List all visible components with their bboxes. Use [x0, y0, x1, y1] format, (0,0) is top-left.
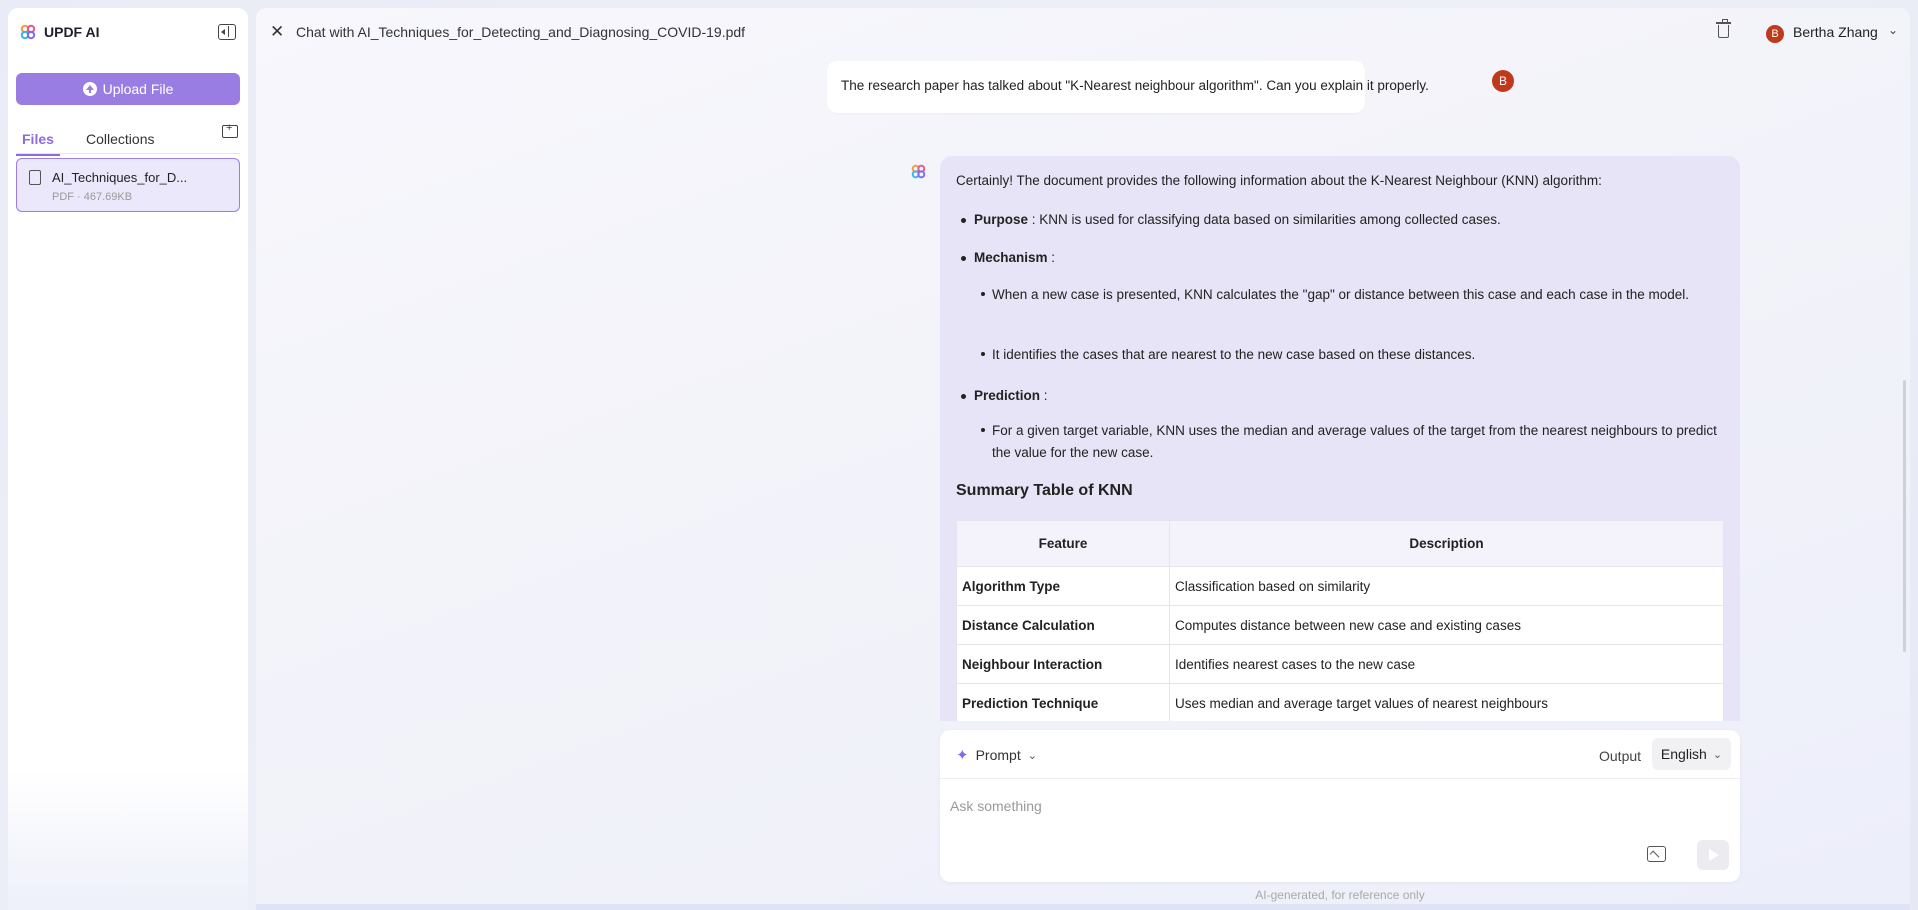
- bullet-mechanism: [974, 250, 1055, 265]
- close-icon[interactable]: ✕: [270, 22, 285, 41]
- bottom-bar: [256, 904, 1910, 910]
- new-folder-icon[interactable]: [222, 125, 238, 138]
- table-row: [957, 645, 1724, 684]
- user-name[interactable]: Bertha Zhang: [1793, 24, 1878, 40]
- ai-message: [940, 156, 1740, 721]
- prompt-button[interactable]: [956, 746, 1037, 764]
- chevron-down-icon: ⌄: [1712, 748, 1723, 761]
- file-meta: PDF · 467.69KB: [52, 191, 133, 203]
- prediction-item: For a given target variable, KNN uses the median and average values of the target from the nearest neighbours to predict the value for the new case.: [992, 420, 1722, 464]
- collapse-sidebar-icon[interactable]: [218, 24, 236, 40]
- table-cell: Uses median and average target values of nearest neighbours: [1170, 684, 1724, 722]
- table-cell: Algorithm Type: [957, 567, 1170, 606]
- table-cell: Distance Calculation: [957, 606, 1170, 645]
- mechanism-item: When a new case is presented, KNN calculates the "gap" or distance between this case and each case in the model.: [992, 284, 1722, 306]
- table-row: [957, 684, 1724, 722]
- mechanism-suffix: :: [1047, 250, 1056, 265]
- scrollbar[interactable]: [1903, 380, 1906, 652]
- prompt-label: Prompt: [975, 747, 1021, 763]
- output-label: Output: [1599, 748, 1642, 764]
- ai-logo-icon: [911, 164, 926, 179]
- mechanism-label: Mechanism: [974, 250, 1048, 265]
- table-header: Description: [1170, 521, 1724, 567]
- document-icon: [29, 170, 41, 185]
- table-cell: Computes distance between new case and existing cases: [1170, 606, 1724, 645]
- disclaimer: AI-generated, for reference only: [1255, 888, 1425, 902]
- language-value: English: [1660, 746, 1707, 762]
- input-divider: [940, 778, 1740, 779]
- brand: [20, 24, 99, 40]
- table-cell: Prediction Technique: [957, 684, 1170, 722]
- avatar[interactable]: B: [1766, 25, 1784, 43]
- chevron-down-icon[interactable]: ⌄: [1888, 23, 1899, 37]
- summary-table: [956, 520, 1724, 721]
- tab-collections[interactable]: Collections: [86, 131, 155, 147]
- ask-input[interactable]: [950, 792, 1610, 820]
- language-select[interactable]: [1652, 738, 1731, 770]
- file-item[interactable]: [16, 158, 240, 212]
- brand-name: UPDF AI: [44, 24, 100, 40]
- table-row: [957, 606, 1724, 645]
- bullet-prediction: [974, 388, 1048, 403]
- file-name: AI_Techniques_for_D...: [52, 170, 188, 185]
- table-header: Feature: [957, 521, 1170, 567]
- purpose-label: Purpose: [974, 212, 1029, 227]
- ai-intro: Certainly! The document provides the following information about the K-Nearest Neighbour (KNN) algorithm:: [956, 173, 1602, 188]
- sidebar-tabs: [16, 122, 240, 154]
- chat-title: Chat with AI_Techniques_for_Detecting_and_Diagnosing_COVID-19.pdf: [296, 24, 746, 40]
- bullet-purpose: [974, 212, 1501, 227]
- table-row: [957, 567, 1724, 606]
- table-cell: Neighbour Interaction: [957, 645, 1170, 684]
- send-button[interactable]: [1697, 840, 1729, 870]
- table-cell: Identifies nearest cases to the new case: [1170, 645, 1724, 684]
- mechanism-item: It identifies the cases that are nearest to the new case based on these distances.: [992, 344, 1722, 366]
- upload-icon: [83, 82, 97, 96]
- chat-panel: [256, 8, 1910, 910]
- chevron-down-icon: ⌄: [1027, 749, 1037, 762]
- upload-file-label: Upload File: [102, 81, 174, 97]
- prediction-suffix: :: [1040, 388, 1048, 403]
- image-upload-icon[interactable]: [1647, 846, 1666, 862]
- trash-icon[interactable]: [1718, 25, 1729, 38]
- user-message: The research paper has talked about "K-Nearest neighbour algorithm". Can you explain it properly.: [827, 61, 1365, 113]
- chat-input-box: [940, 730, 1740, 882]
- table-header-row: [957, 521, 1724, 567]
- upload-file-button[interactable]: [16, 73, 240, 105]
- summary-title: Summary Table of KNN: [956, 482, 1133, 499]
- sidebar: [8, 8, 248, 910]
- prediction-label: Prediction: [974, 388, 1041, 403]
- tab-files[interactable]: Files: [22, 131, 54, 147]
- purpose-text: : KNN is used for classifying data based on similarities among collected cases.: [1028, 212, 1501, 227]
- updf-logo-icon: [20, 24, 36, 40]
- table-cell: Classification based on similarity: [1170, 567, 1724, 606]
- user-message-avatar: B: [1492, 70, 1514, 92]
- sparkle-icon: ✦: [956, 747, 969, 764]
